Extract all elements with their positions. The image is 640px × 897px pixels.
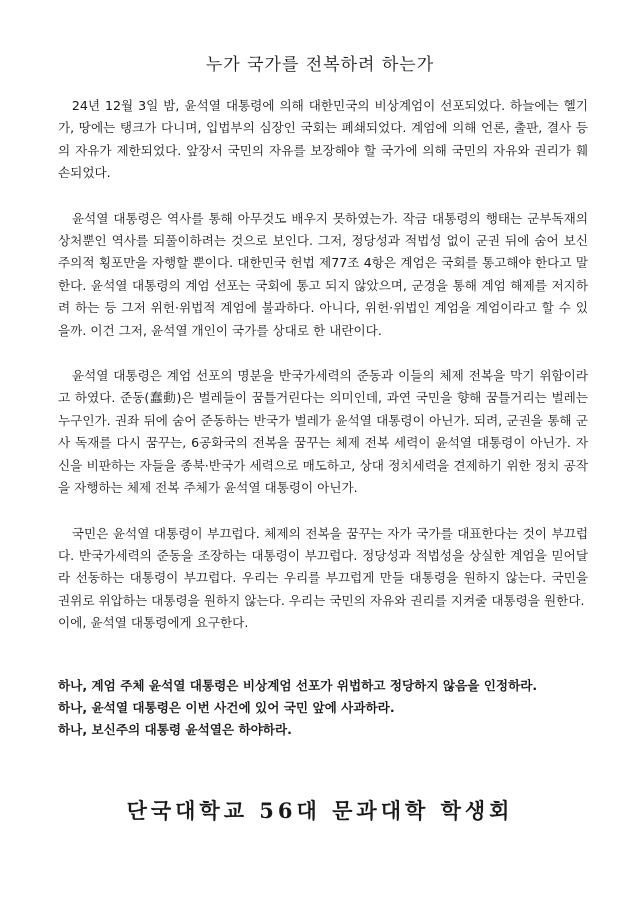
paragraph-3: 윤석열 대통령은 계엄 선포의 명분을 반국가세력의 준동과 이들의 체제 전복을 막기 위함이라고 하였다. 준동(蠢動)은 벌레들이 꿈틀거린다는 의미인데, 과연 국민을 향해 꿈틀거리는 벌레는 누구인가. 권좌 뒤에 숨어 준동하는 반국가 벌레가 윤석열 대통령이 아닌가. 되려, 군권을 통해 군사 독재를 다시 꿈꾸는, 6공화국의 전복을 꿈꾸는 체제 전복 세력이 윤석열 대통령이 아닌가. 자신을 비판하는 자들을 종북·반국가 세력으로 매도하고, 상대 정치세력을 견제하기 위한 정치 공작을 자행하는 체제 전복 주체가 윤석열 대통령이 아닌가. [58, 368, 588, 496]
statement-body [58, 95, 588, 635]
paragraph-4: 국민은 윤석열 대통령이 부끄럽다. 체제의 전복을 꿈꾸는 자가 국가를 대표한다는 것이 부끄럽다. 반국가세력의 준동을 조장하는 대통령이 부끄럽다. 정당성과 적법성을 상실한 계엄을 믿어달라 선동하는 대통령이 부끄럽다. 우리는 우리를 부끄럽게 만들 대통령을 원하지 않는다. 국민을 권위로 위압하는 대통령을 원하지 않는다. 우리는 국민의 자유와 권리를 지켜줄 대통령을 원한다. [58, 525, 588, 608]
demand-intro: 이에, 윤석열 대통령에게 요구한다. [58, 615, 249, 631]
paragraph-1: 24년 12월 3일 밤, 윤석열 대통령에 의해 대한민국의 비상계엄이 선포되었다. 하늘에는 헬기가, 땅에는 탱크가 다니며, 입법부의 심장인 국회는 폐쇄되었다. 계엄에 의해 언론, 출판, 결사 등의 자유가 제한되었다. 앞장서 국민의 자유를 보장해야 할 국가에 의해 국민의 자유와 권리가 훼손되었다. [58, 98, 588, 181]
statement-title: 누가 국가를 전복하려 하는가 [205, 55, 435, 75]
demand-item-3: 하나, 보신주의 대통령 윤석열은 하야하라. [58, 722, 292, 737]
demand-item-1: 하나, 계엄 주체 윤석열 대통령은 비상계엄 선포가 위법하고 정당하지 않음을 인정하라. [58, 678, 538, 693]
paragraph-2: 윤석열 대통령은 역사를 통해 아무것도 배우지 못하였는가. 작금 대통령의 행태는 군부독재의 상처뿐인 역사를 되풀이하려는 것으로 보인다. 그저, 정당성과 적법성 없이 군권 뒤에 숨어 보신주의적 횡포만을 자행할 뿐이다. 대한민국 헌법 제77조 4항은 계엄은 국회를 통고해야 한다고 말한다. 윤석열 대통령의 계엄 선포는 국회에 통고 되지 않았으며, 군경을 통해 계엄 해제를 저지하려 하는 등 그저 위헌·위법적 계엄에 불과하다. 아니다, 위헌·위법인 계엄을 계엄이라고 할 수 있을까. 이건 그저, 윤석열 개인이 국가를 상대로 한 내란이다. [58, 210, 588, 338]
demands-list [58, 675, 598, 741]
signature: 단국대학교 56대 문과대학 학생회 [126, 798, 514, 823]
demand-item-2: 하나, 윤석열 대통령은 이번 사건에 있어 국민 앞에 사과하라. [58, 700, 395, 715]
